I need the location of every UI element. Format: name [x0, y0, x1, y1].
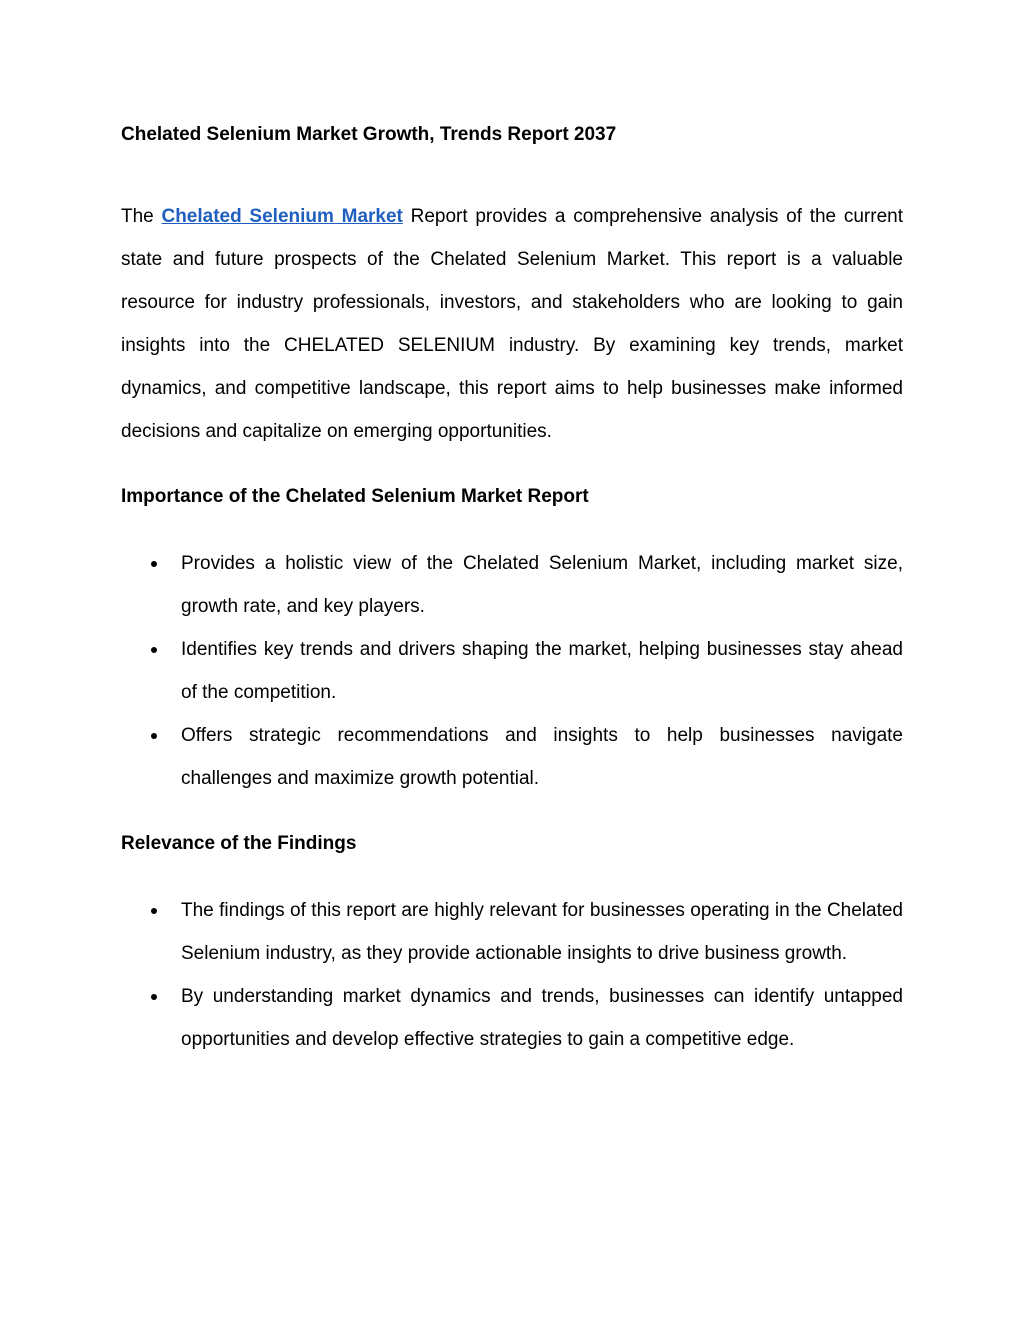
list-item	[121, 975, 903, 1061]
document-title: Chelated Selenium Market Growth, Trends Report 2037	[121, 124, 617, 145]
importance-heading: Importance of the Chelated Selenium Market Report	[121, 486, 589, 507]
intro-prefix: The	[121, 206, 162, 227]
list-item-text: Provides a holistic view of the Chelated Selenium Market, including market size, growth rate, and key players.	[181, 553, 903, 617]
relevance-heading: Relevance of the Findings	[121, 833, 357, 854]
bullet-icon	[151, 908, 157, 914]
list-item	[121, 628, 903, 714]
list-item	[121, 542, 903, 628]
bullet-icon	[151, 994, 157, 1000]
list-item	[121, 889, 903, 975]
importance-list	[121, 542, 903, 800]
relevance-list	[121, 889, 903, 1061]
intro-paragraph	[121, 195, 903, 453]
list-item-text: The findings of this report are highly relevant for businesses operating in the Chelated Selenium industry, as they provide actionable insights to drive business growth.	[181, 900, 903, 964]
bullet-icon	[151, 647, 157, 653]
list-item	[121, 714, 903, 800]
bullet-icon	[151, 733, 157, 739]
list-item-text: Identifies key trends and drivers shaping the market, helping businesses stay ahead of the competition.	[181, 639, 903, 703]
intro-body: Report provides a comprehensive analysis of the current state and future prospects of the Chelated Selenium Market. This report is a valuable resource for industry professionals, investors, and stakeholders who are looking to gain insights into the CHELATED SELENIUM industry. By examining key trends, market dynamics, and competitive landscape, this report aims to help businesses make informed decisions and capitalize on emerging opportunities.	[121, 206, 903, 442]
chelated-selenium-market-link[interactable]: Chelated Selenium Market	[161, 206, 403, 227]
bullet-icon	[151, 561, 157, 567]
list-item-text: By understanding market dynamics and trends, businesses can identify untapped opportunities and develop effective strategies to gain a competitive edge.	[181, 986, 903, 1050]
list-item-text: Offers strategic recommendations and insights to help businesses navigate challenges and maximize growth potential.	[181, 725, 903, 789]
